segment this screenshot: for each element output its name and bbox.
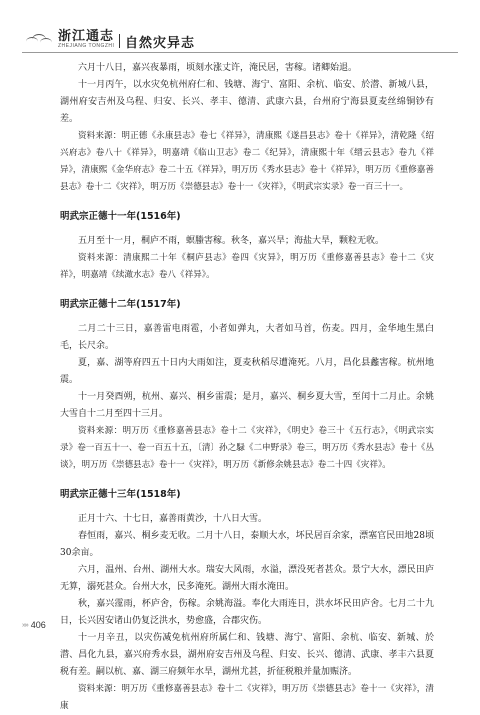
footer-marker-icon: »» [22,621,28,629]
section-title: 自然灾异志 [125,36,196,51]
paragraph: 十一月癸酉朔，杭州、嘉兴、桐乡雷震；是月，嘉兴、桐乡夏大雪，至闰十二月止。余姚大雪自十二月至四十三月。 [60,392,434,419]
logo [26,30,114,49]
paragraph: 春恒雨，嘉兴、桐乡麦无收。二月十八日，泰顺大水，坏民居百余家，漂塞官民田地28顷30余亩。 [60,531,434,558]
paragraph: 六月，温州、台州、湖州大水。瑞安大风雨，水溢，漂没死者甚众。景宁大水，漂民田庐无算，溺死甚众。台州大水，民多淹死。湖州大雨水淹田。 [60,565,434,592]
logo-title: 浙江通志 [58,29,115,44]
header-rule [22,52,458,53]
page-footer [22,620,46,630]
paragraph: 二月二十三日，嘉善雷电雨雹，小者如弹丸，大者如马首，伤麦。四月，金华地生黑白毛，长尺余。 [60,324,434,351]
year-heading-1517: 明武宗正德十二年(1517年) [60,299,181,310]
year-heading-1518: 明武宗正德十三年(1518年) [60,489,181,500]
page-body [60,60,434,715]
logo-subtitle: ZHEJIANG TONGZHI [58,43,115,49]
paragraph: 六月十八日，嘉兴夜暴雨，顷刻水涨丈许，淹民居，害稼。诸卿始退。 [78,63,358,73]
source-note: 资料来源：明正德《永康县志》卷七《祥异》，清康熙《遂昌县志》卷十《祥异》，清乾隆《绍兴府志》卷八十《祥异》，明嘉靖《临山卫志》卷二《纪异》，清康熙十年《缙云县志》卷九《祥异》，清康熙《金华府志》卷二十五《祥异》，明万历《秀水县志》卷十《祥异》，明万历《重修嘉善县志》卷十二《灾祥》，明万历《崇德县志》卷十一《灾祥》，《明武宗实录》卷一百三十一。 [60,131,434,192]
header-divider [119,34,120,48]
logo-mark-icon [26,33,54,47]
paragraph: 五月至十一月，桐庐不雨，螟螣害稼。秋冬，嘉兴旱；海盐大旱，颗粒无收。 [78,236,385,246]
source-note: 资料来源：明万历《重修嘉善县志》卷十二《灾祥》，《明史》卷三十《五行志》，《明武宗实录》卷一百五十一、卷一百五十五，〔清〕孙之騄《二申野录》卷三，明万历《秀水县志》卷十《丛谈》，明万历《崇德县志》卷十一《灾祥》，明万历《新修余姚县志》卷二十四《灾祥》。 [60,426,434,470]
paragraph: 十一月辛丑，以灾伤减免杭州府所属仁和、钱塘、海宁、富阳、余杭、临安、新城、於潜、昌化九县，嘉兴府秀水县，湖州府安吉州及乌程、归安、长兴、德清、武康、孝丰六县夏税有差。嗣以杭、嘉、湖三府频年水旱，湖州尤甚，折征税粮并量加赈济。 [60,633,434,677]
paragraph: 十一月丙午，以水灾免杭州府仁和、钱塘、海宁、富阳、余杭、临安、於潜、新城八县，湖州府安吉州及乌程、归安、长兴、孝丰、德清、武康六县，台州府宁海县夏麦丝绵铜钞有差。 [60,80,434,124]
paragraph: 秋，嘉兴霪雨，杯庐舍，伤稼。余姚海溢。奉化大雨连日，洪水坏民田庐舍。七月二十九日，长兴因安诸山仍复泛洪水，势愈盛，合郡灾伤。 [60,599,434,626]
source-note: 资料来源：清康熙二十年《桐庐县志》卷四《灾异》，明万历《重修嘉善县志》卷十二《灾祥》，明嘉靖《续澉水志》卷八《祥异》。 [60,253,434,280]
paragraph: 正月十六、十七日，嘉善雨黄沙，十八日大雪。 [78,514,268,524]
year-heading-1516: 明武宗正德十一年(1516年) [60,211,181,222]
page-number: 406 [30,620,46,630]
source-note: 资料来源：明万历《重修嘉善县志》卷十二《灾祥》，明万历《崇德县志》卷十一《灾祥》，清康 [60,684,434,711]
page-header [0,0,480,52]
paragraph: 夏，嘉、湖等府四五十日内大雨如注，夏麦秋稻尽遭淹死。八月，昌化县蠡害稼。杭州地震。 [60,358,434,385]
